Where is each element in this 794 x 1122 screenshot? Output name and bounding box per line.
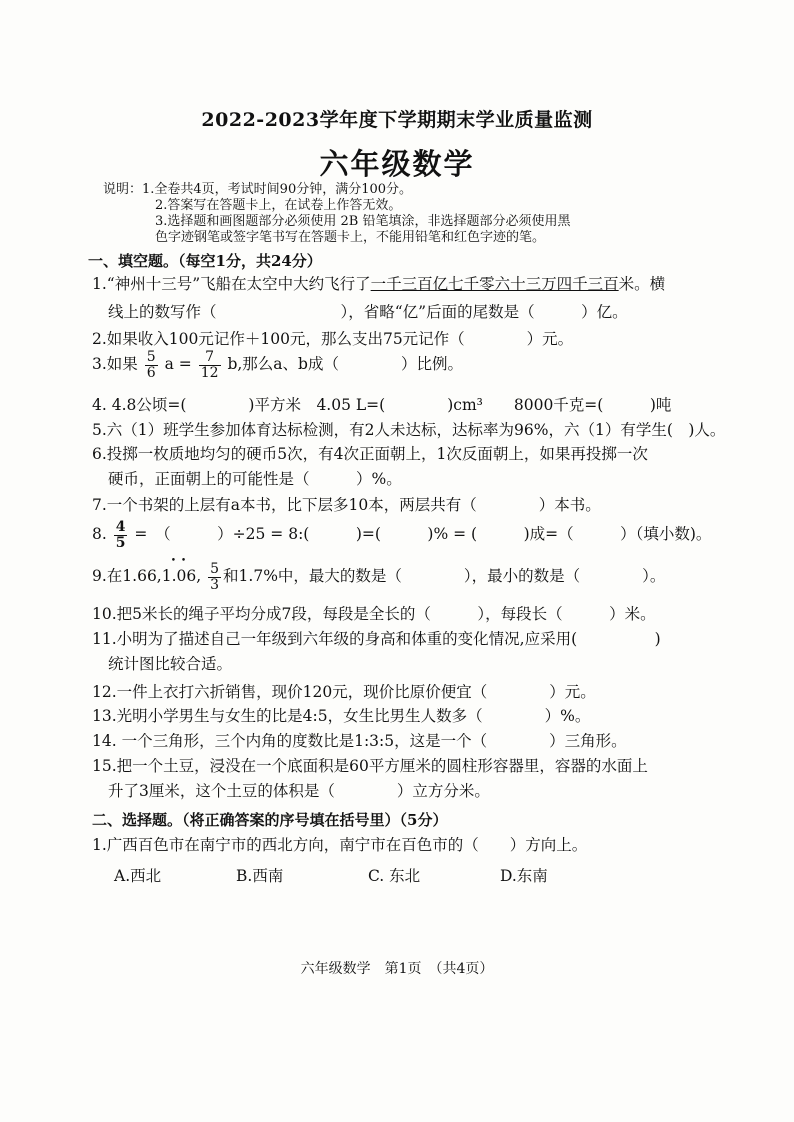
- question-text: ,: [196, 567, 202, 586]
- fraction: [145, 350, 158, 380]
- question-4: 4. 4.8公顷=( )平方米 4.05 L=( )cm³ 8000千克=( )吨: [92, 396, 672, 414]
- question-text: 和1.7%中，最大的数是（ ），最小的数是（ ）。: [223, 567, 666, 586]
- fraction: [208, 562, 221, 592]
- fraction: [199, 350, 221, 380]
- instruction-line: 2.答案写在答题卡上，在试卷上作答无效。: [155, 198, 402, 213]
- denominator: 5: [115, 534, 126, 551]
- numerator: 7: [199, 350, 221, 366]
- question-1: [92, 272, 665, 294]
- numerator: 5: [210, 561, 220, 577]
- page-footer: 六年级数学 第1页 （共4页）: [300, 961, 494, 977]
- section2-title: 二、选择题。（将正确答案的序号填在括号里）（5分）: [92, 811, 448, 829]
- question-2: 2.如果收入100元记作＋100元，那么支出75元记作（ ）元。: [92, 330, 574, 348]
- question-11: 11.小明为了描述自己一年级到六年级的身高和体重的变化情况,应采用( ): [92, 630, 661, 648]
- instruction-line: 3.选择题和画图题部分必须使用 2B 铅笔填涂，非选择题部分必须使用黑: [155, 214, 571, 229]
- subject-title: 六年级数学: [319, 147, 475, 181]
- denominator: 3: [210, 576, 220, 593]
- exam-title: 2022-2023学年度下学期期末学业质量监测: [201, 109, 593, 131]
- question-14: 14. 一个三角形，三个内角的度数比是1:3:5，这是一个（ ）三角形。: [92, 732, 627, 750]
- instructions-label: 说明：: [103, 182, 143, 197]
- question-text: = （ ）÷25 = 8:( )=( )% = ( )成=（ ）（填小数)。: [134, 525, 712, 544]
- question-1-line2: 线上的数写作（ ），省略“亿”后面的尾数是（ ）亿。: [108, 303, 628, 321]
- question-8: [92, 520, 711, 550]
- question-15: 15.把一个土豆，浸没在一个底面积是60平方厘米的圆柱形容器里，容器的水面上: [92, 757, 648, 775]
- option-d: D.东南: [500, 867, 548, 885]
- underlined-number: 一千三百亿七千零六十三万四千三百: [370, 275, 619, 293]
- repeating-decimal: [161, 556, 197, 586]
- option-c: C. 东北: [368, 867, 421, 885]
- question-13: 13.光明小学男生与女生的比是4:5，女生比男生人数多（ ）%。: [92, 707, 591, 725]
- question-5: 5.六（1）班学生参加体育达标检测，有2人未达标，达标率为96%，六（1）有学生( )人。: [92, 421, 726, 439]
- numerator: 5: [146, 349, 156, 365]
- question-12: 12.一件上衣打六折销售，现价120元，现价比原价便宜（ ）元。: [92, 683, 596, 701]
- question-text: 1.“神州十三号”飞船在太空中大约飞行了: [92, 275, 371, 293]
- question-text: 8.: [92, 525, 107, 544]
- denominator: 6: [146, 364, 156, 381]
- option-b: B.西南: [236, 867, 284, 885]
- section1-title: 一、填空题。（每空1分，共24分）: [88, 252, 322, 270]
- question-3: [92, 350, 463, 380]
- question-7: 7.一个书架的上层有a本书，比下层多10本，两层共有（ ）本书。: [92, 496, 601, 514]
- repeat-dots: • •: [170, 556, 188, 567]
- question-text: b,那么a、b成（ ）比例。: [227, 355, 463, 374]
- repeating-decimal-value: 1.06: [161, 567, 197, 586]
- question-text: 9.在1.66,: [92, 567, 162, 586]
- option-a: A.西北: [114, 867, 162, 885]
- numerator: 4: [115, 519, 126, 535]
- question-text: a =: [164, 355, 192, 374]
- question-text: 米。横: [618, 275, 666, 293]
- question-9: [92, 556, 666, 593]
- instruction-line: 1.全卷共4页，考试时间90分钟，满分100分。: [142, 182, 413, 197]
- question-6: 6.投掷一枚质地均匀的硬币5次，有4次正面朝上，1次反面朝上，如果再投掷一次: [92, 445, 648, 463]
- question-10: 10.把5米长的绳子平均分成7段，每段是全长的（ ），每段长（ ）米。: [92, 605, 656, 623]
- denominator: 12: [200, 364, 219, 381]
- fraction: [114, 520, 128, 550]
- question-6-line2: 硬币，正面朝上的可能性是（ ）%。: [108, 470, 402, 488]
- question-15-line2: 升了3厘米，这个土豆的体积是（ ）立方分米。: [108, 782, 490, 800]
- choice-question-1: 1.广西百色市在南宁市的西北方向，南宁市在百色市的（ ）方向上。: [92, 836, 588, 854]
- question-text: 3.如果: [92, 355, 138, 374]
- instruction-line: 色字迹钢笔或签字笔书写在答题卡上，不能用铅笔和红色字迹的笔。: [155, 230, 546, 245]
- question-11-line2: 统计图比较合适。: [108, 655, 233, 673]
